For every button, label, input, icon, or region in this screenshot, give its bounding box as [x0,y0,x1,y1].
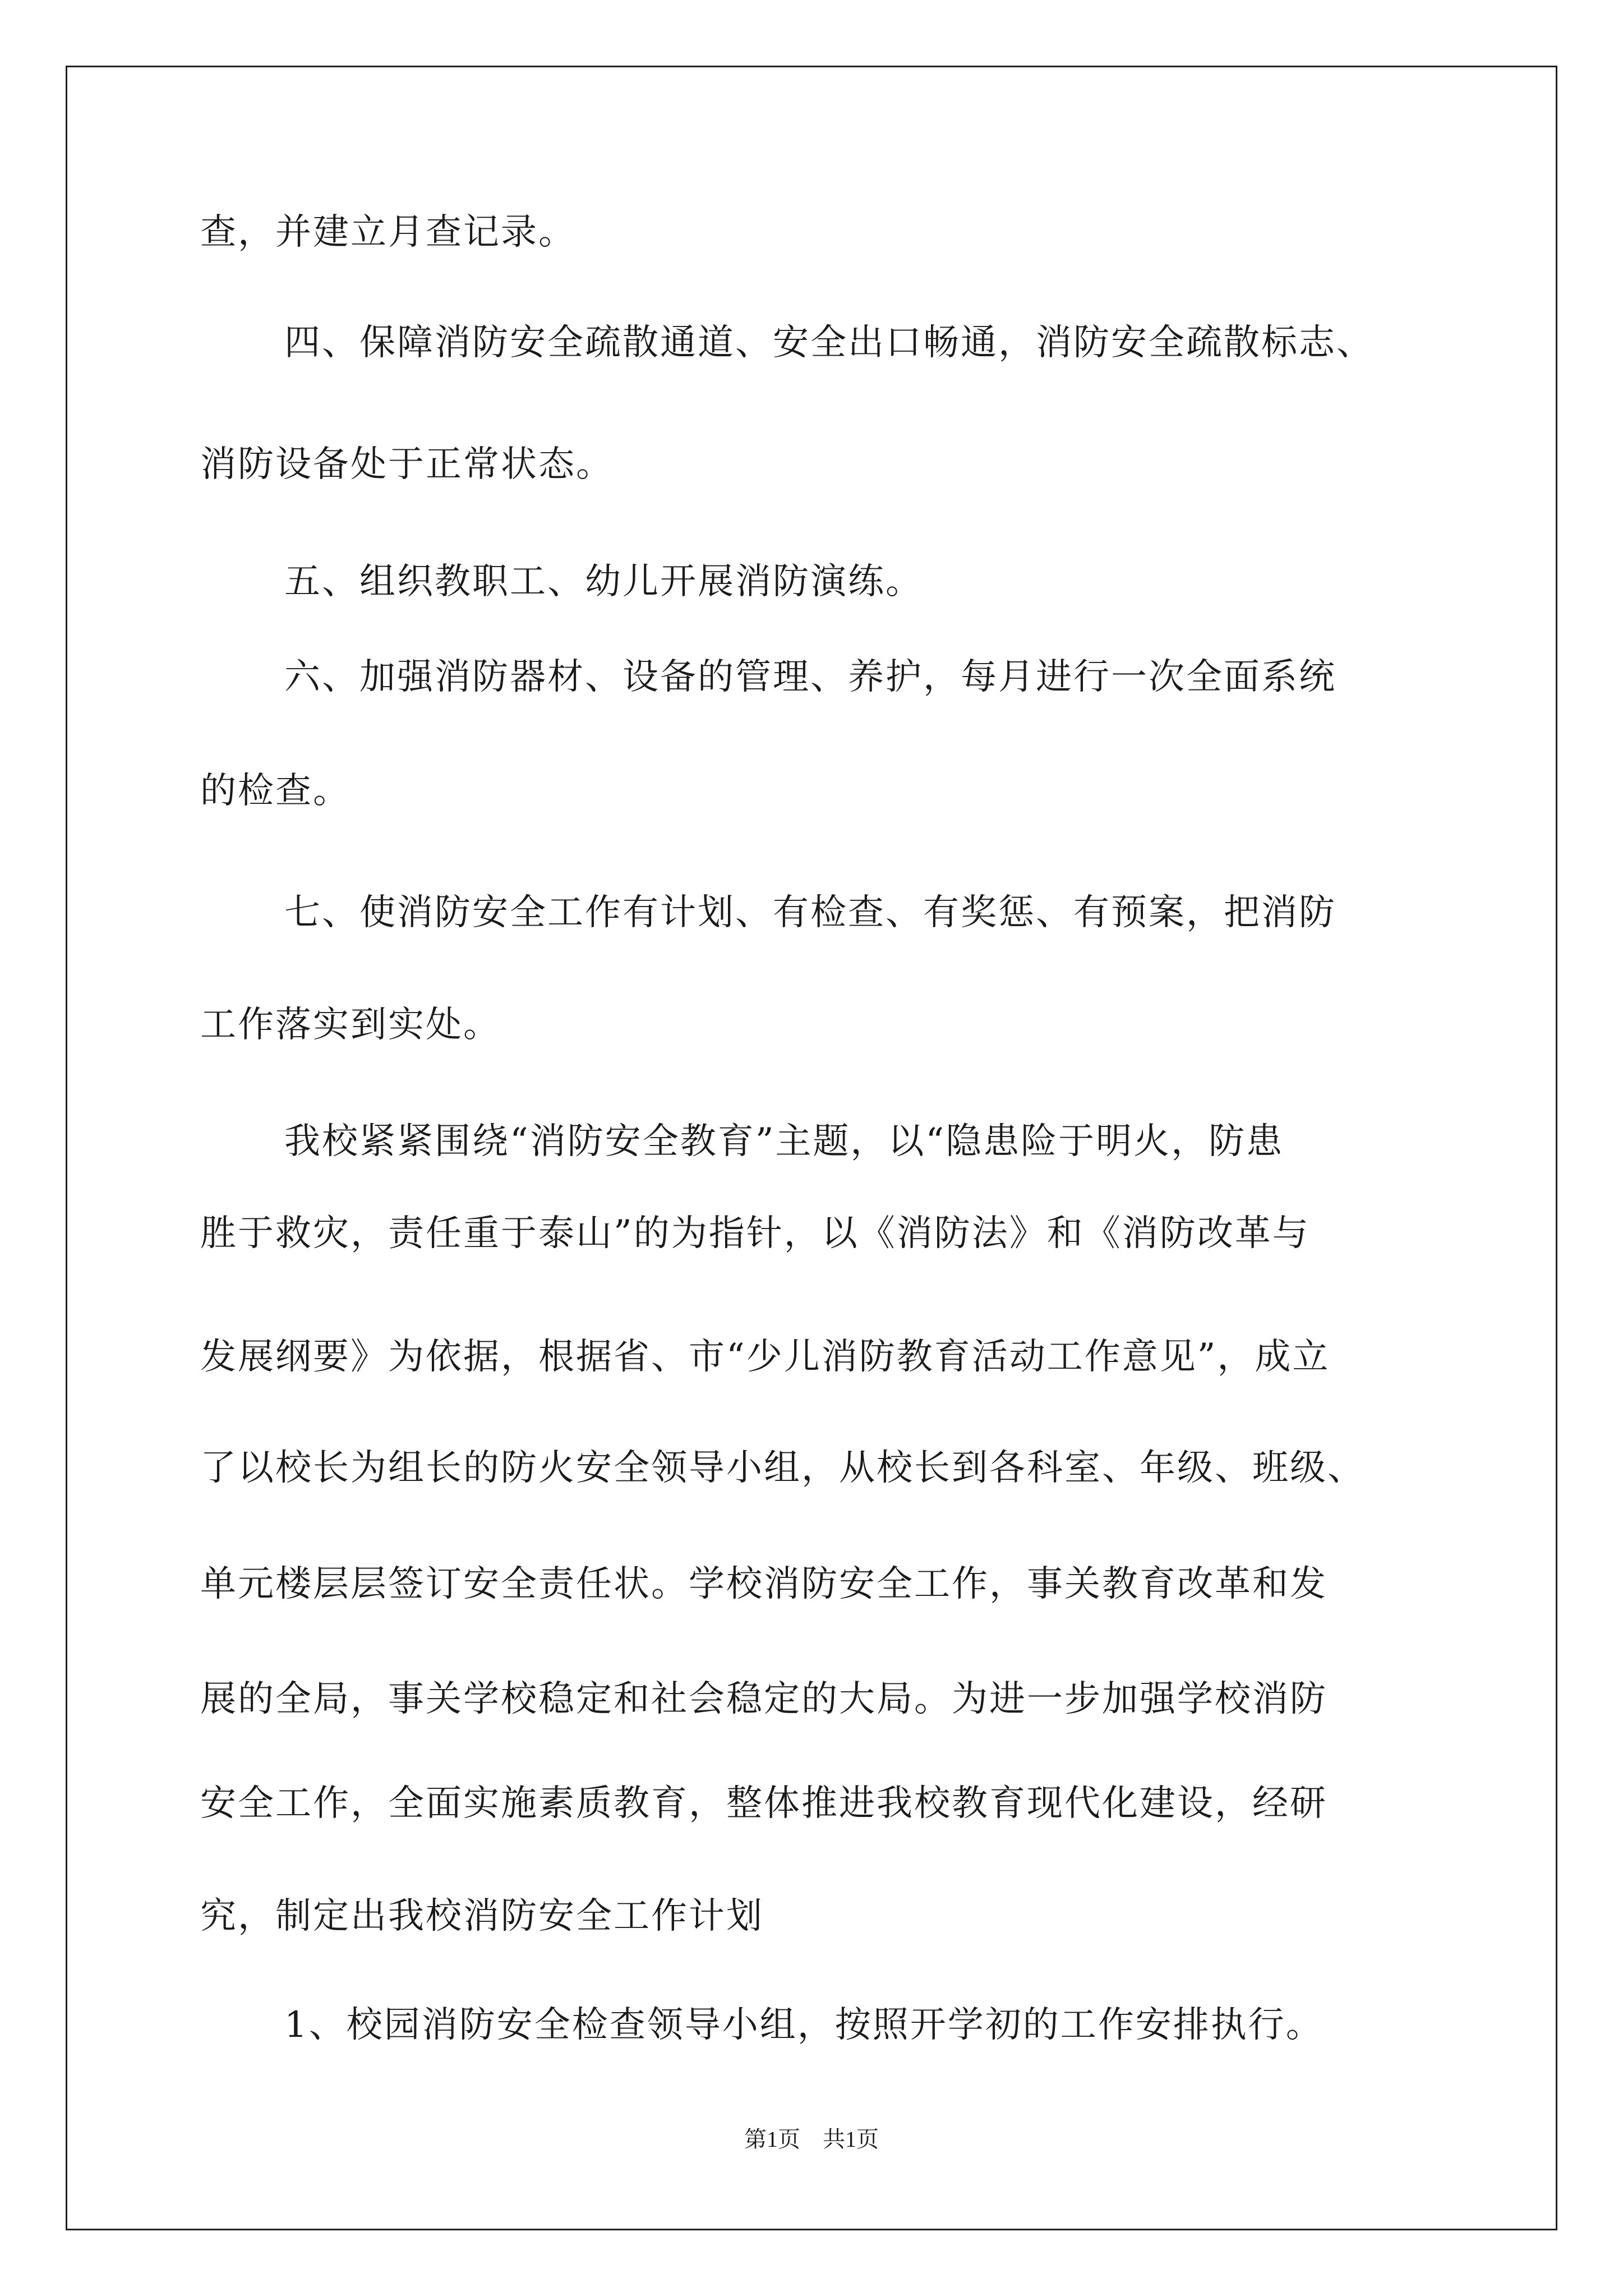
text-line: 的检查。 [200,770,351,812]
text-line: 胜于救灾，责任重于泰山”的为指针，以《消防法》和《消防改革与 [200,1213,1310,1254]
text-line: 查，并建立月查记录。 [200,211,576,253]
text-line: 我校紧紧围绕“消防安全教育”主题，以“隐患险于明火，防患 [284,1121,1284,1162]
text-line: 安全工作，全面实施素质教育，整体推进我校教育现代化建设，经研 [200,1783,1327,1824]
text-line: 四、保障消防安全疏散通道、安全出口畅通，消防安全疏散标志、 [284,322,1374,364]
text-line: 1、校园消防安全检查领导小组，按照开学初的工作安排执行。 [284,2004,1324,2046]
text-line: 展的全局，事关学校稳定和社会稳定的大局。为进一步加强学校消防 [200,1678,1327,1720]
text-line: 究，制定出我校消防安全工作计划 [200,1895,764,1937]
page-number: 第1页 共1页 [744,2127,879,2152]
text-line: 消防设备处于正常状态。 [200,444,614,485]
text-line: 了以校长为组长的防火安全领导小组，从校长到各科室、年级、班级、 [200,1447,1365,1489]
text-line: 六、加强消防器材、设备的管理、养护，每月进行一次全面系统 [284,656,1336,698]
text-line: 单元楼层层签订安全责任状。学校消防安全工作，事关教育改革和发 [200,1563,1327,1605]
text-line: 工作落实到实处。 [200,1004,501,1046]
text-line: 七、使消防安全工作有计划、有检查、有奖惩、有预案，把消防 [284,892,1336,933]
text-line: 发展纲要》为依据，根据省、市“少儿消防教育活动工作意见”，成立 [200,1336,1330,1378]
text-line: 五、组织教职工、幼儿开展消防演练。 [284,561,923,602]
